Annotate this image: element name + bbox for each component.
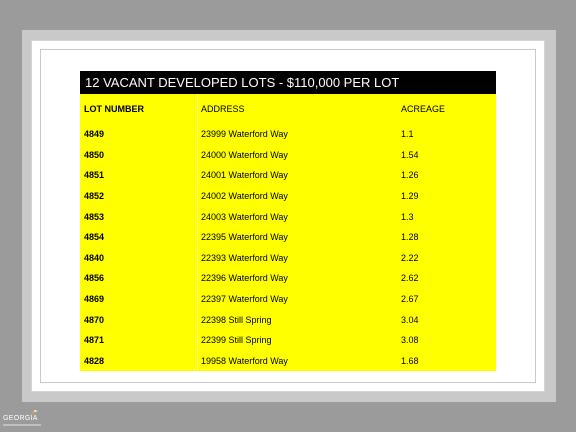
georgia-logo [3, 409, 43, 429]
table-row [80, 227, 496, 248]
table-rows [80, 124, 496, 371]
table-row [80, 186, 496, 207]
table-row [80, 206, 496, 227]
cell-lot-number: 4870 [84, 314, 105, 325]
cell-acreage: 2.62 [401, 273, 419, 284]
logo-text: GEORGIA [3, 415, 38, 422]
column-divider [197, 94, 198, 371]
cell-address: 19958 Waterford Way [201, 355, 288, 366]
cell-lot-number: 4849 [84, 129, 105, 140]
cell-lot-number: 4856 [84, 273, 105, 284]
table-title: 12 VACANT DEVELOPED LOTS - $110,000 PER LOT [80, 71, 496, 94]
cell-acreage: 3.08 [401, 335, 419, 346]
cell-address: 22399 Still Spring [201, 335, 272, 346]
cell-acreage: 1.29 [401, 191, 419, 202]
table-row [80, 124, 496, 145]
cell-lot-number: 4852 [84, 191, 105, 202]
table-body [80, 94, 496, 371]
header-acreage: ACREAGE [401, 104, 446, 114]
cell-acreage: 2.22 [401, 252, 419, 263]
cell-address: 22395 Waterford Way [201, 232, 288, 243]
cell-address: 22393 Waterford Way [201, 252, 288, 263]
table-row [80, 248, 496, 269]
cell-lot-number: 4853 [84, 211, 105, 222]
cell-acreage: 2.67 [401, 294, 419, 305]
cell-lot-number: 4854 [84, 232, 105, 243]
cell-acreage: 1.68 [401, 355, 419, 366]
cell-address: 22397 Waterford Way [201, 294, 288, 305]
cell-acreage: 1.54 [401, 149, 419, 160]
cell-acreage: 3.04 [401, 314, 419, 325]
table-row [80, 268, 496, 289]
header-address: ADDRESS [201, 104, 245, 114]
cell-lot-number: 4869 [84, 294, 105, 305]
table-row [80, 309, 496, 330]
cell-lot-number: 4851 [84, 170, 105, 181]
cell-address: 24001 Waterford Way [201, 170, 288, 181]
table-header-row [80, 94, 496, 124]
cell-address: 24003 Waterford Way [201, 211, 288, 222]
cell-address: 24002 Waterford Way [201, 191, 288, 202]
cell-lot-number: 4871 [84, 335, 105, 346]
header-lot-number: LOT NUMBER [84, 104, 144, 114]
table-row [80, 165, 496, 186]
cell-lot-number: 4828 [84, 355, 105, 366]
cell-address: 23999 Waterford Way [201, 129, 288, 140]
table-row [80, 289, 496, 310]
cell-address: 22398 Still Spring [201, 314, 272, 325]
cell-acreage: 1.3 [401, 211, 414, 222]
cell-lot-number: 4850 [84, 149, 105, 160]
cell-acreage: 1.28 [401, 232, 419, 243]
cell-acreage: 1.26 [401, 170, 419, 181]
cell-address: 24000 Waterford Way [201, 149, 288, 160]
table-row [80, 330, 496, 351]
logo-underline [3, 424, 41, 426]
cell-lot-number: 4840 [84, 252, 105, 263]
lots-table [80, 71, 496, 371]
cell-address: 22396 Waterford Way [201, 273, 288, 284]
table-row [80, 351, 496, 372]
cell-acreage: 1.1 [401, 129, 414, 140]
table-row [80, 145, 496, 166]
